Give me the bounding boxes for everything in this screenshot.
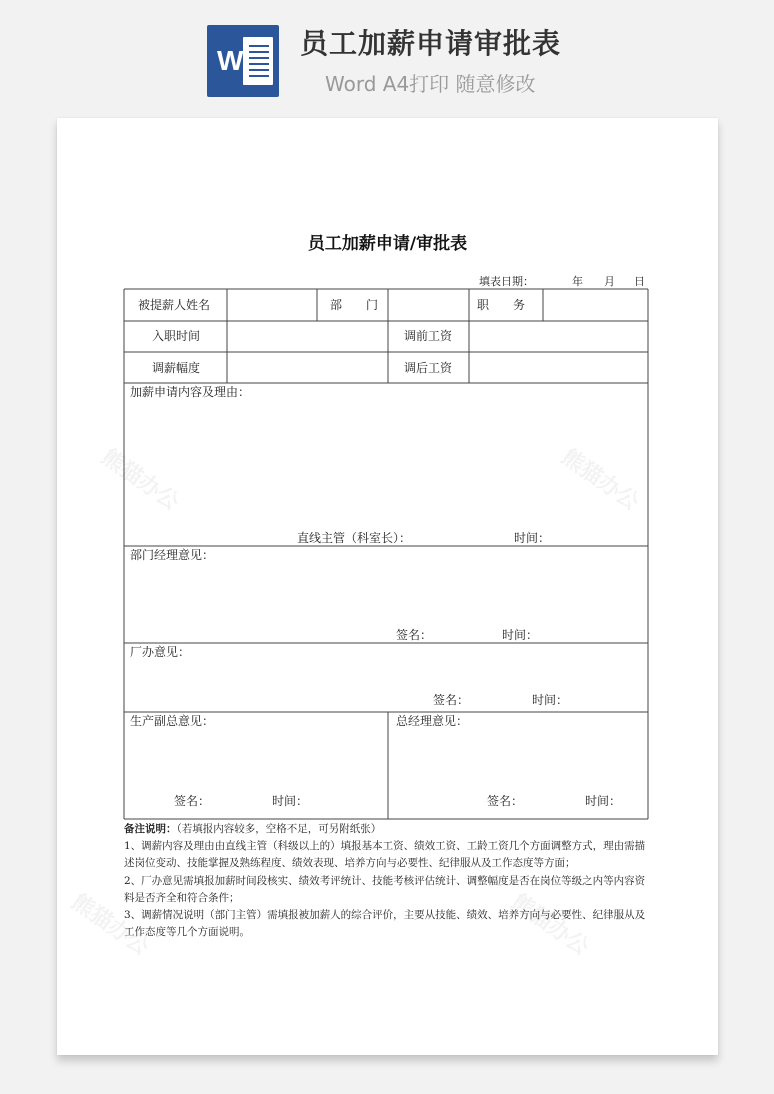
label-time: 时间： xyxy=(514,531,551,545)
label-salary-before: 调前工资 xyxy=(404,329,453,343)
notes-heading-line xyxy=(124,821,652,838)
label-hire-date: 入职时间 xyxy=(152,329,201,343)
watermark: 熊猫办公 xyxy=(556,443,644,516)
label-sign: 签名： xyxy=(433,693,470,707)
word-logo-icon xyxy=(207,25,279,97)
date-year: 年 xyxy=(572,275,583,288)
form-title: 员工加薪申请/审批表 xyxy=(307,234,468,254)
label-time: 时间： xyxy=(272,794,309,808)
date-label: 填表日期： xyxy=(479,275,534,288)
label-dept: 部 门 xyxy=(330,298,379,312)
label-vp-production: 生产副总意见： xyxy=(130,714,215,728)
banner xyxy=(0,0,774,118)
notes-section xyxy=(124,821,652,941)
note-item: 1、调薪内容及理由由直线主管（科级以上的）填报基本工资、绩效工资、工龄工资几个方面调整方式，理由需描述岗位变动、技能掌握及熟练程度、绩效表现、培养方向与必要性、纪律服从及工作态度等方面； xyxy=(124,840,646,870)
label-general-manager: 总经理意见： xyxy=(396,714,469,728)
label-time: 时间： xyxy=(585,794,622,808)
label-reason: 加薪申请内容及理由： xyxy=(130,385,251,399)
label-factory-office: 厂办意见： xyxy=(130,645,191,659)
document-page xyxy=(57,118,718,1055)
label-time: 时间： xyxy=(532,693,569,707)
label-raise-range: 调薪幅度 xyxy=(152,361,201,375)
label-sign: 签名： xyxy=(396,628,433,642)
label-position: 职 务 xyxy=(477,298,526,312)
watermark: 熊猫办公 xyxy=(506,888,594,961)
note-item: 3、调薪情况说明（部门主管）需填报被加薪人的综合评价，主要从技能、绩效、培养方向与必要性、纪律服从及工作态度等几个方面说明。 xyxy=(124,909,646,939)
word-logo-letter: W xyxy=(217,45,244,76)
label-sign: 签名： xyxy=(174,794,211,808)
date-month: 月 xyxy=(604,275,615,288)
label-supervisor: 直线主管（科室长）： xyxy=(297,531,412,545)
note-item: 2、厂办意见需填报加薪时间段核实、绩效考评统计、技能考核评估统计、调整幅度是否在岗位等级之内等内容资料是否齐全和符合条件； xyxy=(124,874,646,904)
date-day: 日 xyxy=(634,275,645,288)
label-name: 被提薪人姓名 xyxy=(138,298,211,312)
notes-heading: 备注说明： xyxy=(124,823,177,835)
notes-heading-tail: （若填报内容较多，空格不足，可另附纸张） xyxy=(176,823,382,835)
banner-subtitle: Word A4打印 随意修改 xyxy=(325,72,536,96)
label-salary-after: 调后工资 xyxy=(404,361,453,375)
label-sign: 签名： xyxy=(487,794,524,808)
label-dept-manager: 部门经理意见： xyxy=(130,548,215,562)
banner-title: 员工加薪申请审批表 xyxy=(300,27,562,60)
watermark: 熊猫办公 xyxy=(66,888,154,961)
watermark: 熊猫办公 xyxy=(96,443,184,516)
label-time: 时间： xyxy=(502,628,539,642)
